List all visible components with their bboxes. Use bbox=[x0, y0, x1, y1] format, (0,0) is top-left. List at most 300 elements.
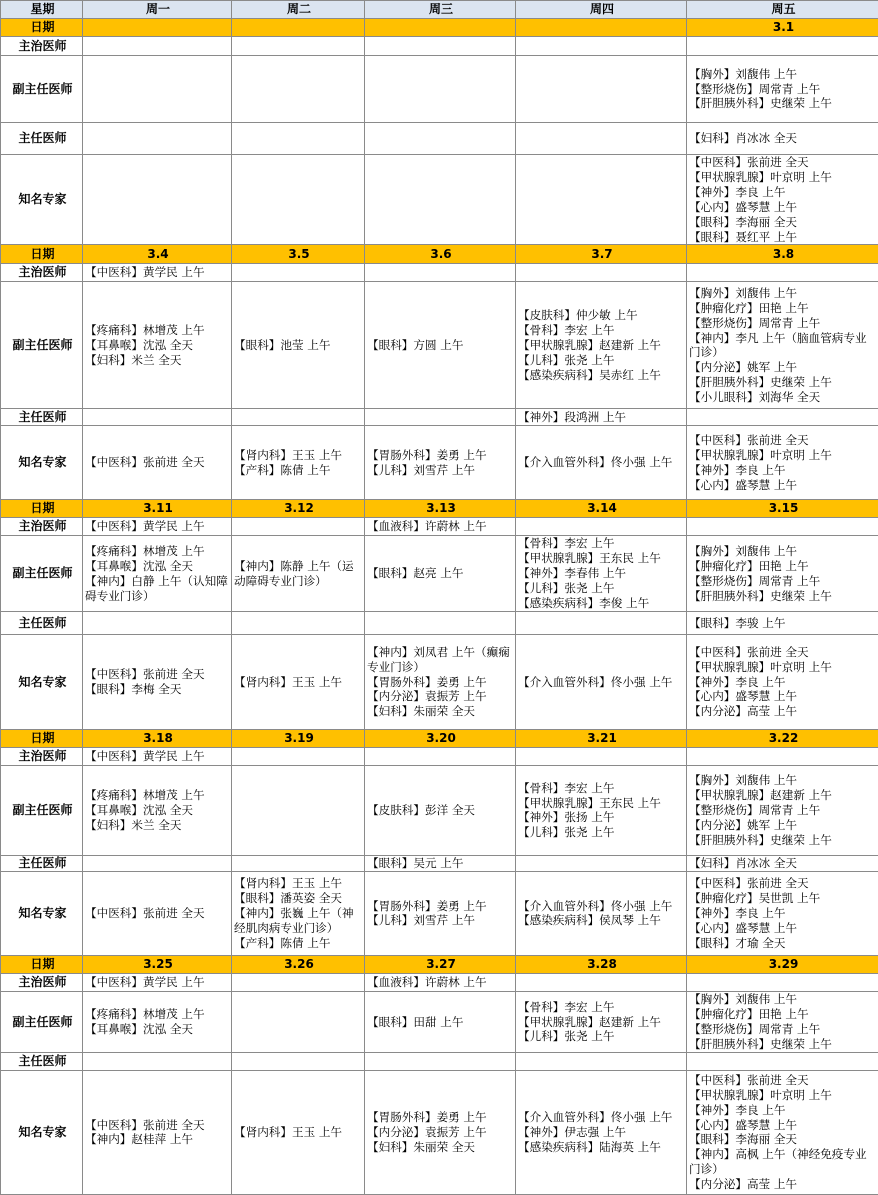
doctor-entry: 【神外】李良 上午 bbox=[689, 906, 878, 921]
date-cell-fri: 3.15 bbox=[687, 500, 878, 518]
schedule-cell bbox=[232, 536, 365, 612]
date-cell-fri: 3.22 bbox=[687, 729, 878, 747]
schedule-cell bbox=[83, 282, 232, 409]
doctor-entry: 【儿科】张尧 上午 bbox=[518, 353, 686, 368]
date-cell-wed bbox=[365, 19, 516, 37]
doctor-entry: 【中医科】张前进 全天 bbox=[85, 1118, 231, 1133]
schedule-cell bbox=[83, 765, 232, 855]
doctor-entry: 【疼痛科】林增茂 上午 bbox=[85, 1007, 231, 1022]
doctor-entry: 【神内】白静 上午（认知障碍专业门诊） bbox=[85, 574, 231, 604]
doctor-entry: 【胸外】刘馥伟 上午 bbox=[689, 286, 878, 301]
schedule-body bbox=[1, 19, 878, 1195]
schedule-cell bbox=[365, 747, 516, 765]
header-thursday: 周四 bbox=[516, 1, 687, 19]
doctor-entry: 【神外】李良 上午 bbox=[689, 675, 878, 690]
schedule-cell bbox=[365, 536, 516, 612]
schedule-cell bbox=[687, 518, 878, 536]
schedule-cell bbox=[687, 1070, 878, 1194]
date-row bbox=[1, 245, 878, 264]
doctor-entry: 【耳鼻喉】沈泓 全天 bbox=[85, 803, 231, 818]
doctor-entry: 【胃肠外科】姜勇 上午 bbox=[367, 899, 515, 914]
doctor-entry: 【内分泌】高莹 上午 bbox=[689, 704, 878, 719]
date-cell-mon: 3.18 bbox=[83, 729, 232, 747]
schedule-cell bbox=[232, 56, 365, 123]
doctor-entry: 【神内】张巍 上午（神经肌肉病专业门诊） bbox=[234, 906, 364, 936]
schedule-cell bbox=[687, 56, 878, 123]
doctor-entry: 【心内】盛琴慧 上午 bbox=[689, 478, 878, 493]
doctor-entry: 【中医科】张前进 全天 bbox=[689, 155, 878, 170]
doctor-entry: 【神外】李春伟 上午 bbox=[518, 566, 686, 581]
schedule-cell bbox=[232, 634, 365, 729]
date-row bbox=[1, 500, 878, 518]
schedule-cell bbox=[365, 765, 516, 855]
schedule-cell bbox=[516, 56, 687, 123]
row-expert bbox=[1, 1070, 878, 1194]
schedule-cell bbox=[83, 1070, 232, 1194]
doctor-entry: 【甲状腺乳腺】王东民 上午 bbox=[518, 796, 686, 811]
doctor-entry: 【心内】盛琴慧 上午 bbox=[689, 921, 878, 936]
date-row bbox=[1, 955, 878, 973]
doctor-entry: 【肾内科】王玉 上午 bbox=[234, 876, 364, 891]
schedule-cell bbox=[687, 426, 878, 500]
schedule-cell bbox=[365, 634, 516, 729]
doctor-entry: 【肿瘤化疗】田艳 上午 bbox=[689, 1007, 878, 1022]
doctor-entry: 【疼痛科】林增茂 上午 bbox=[85, 544, 231, 559]
date-cell-thu: 3.21 bbox=[516, 729, 687, 747]
schedule-cell bbox=[516, 871, 687, 955]
header-friday: 周五 bbox=[687, 1, 878, 19]
date-row bbox=[1, 19, 878, 37]
doctor-entry: 【妇科】米兰 全天 bbox=[85, 353, 231, 368]
schedule-cell bbox=[232, 37, 365, 56]
schedule-cell bbox=[232, 765, 365, 855]
row-assoc-chief bbox=[1, 991, 878, 1052]
schedule-cell bbox=[687, 123, 878, 155]
doctor-entry: 【神外】李良 上午 bbox=[689, 463, 878, 478]
doctor-entry: 【眼科】池莹 上午 bbox=[234, 338, 364, 353]
schedule-cell bbox=[516, 426, 687, 500]
header-row bbox=[1, 1, 878, 19]
row-assoc-chief bbox=[1, 56, 878, 123]
doctor-entry: 【中医科】张前进 全天 bbox=[689, 433, 878, 448]
schedule-cell bbox=[365, 973, 516, 991]
row-expert bbox=[1, 426, 878, 500]
doctor-entry: 【介入血管外科】佟小强 上午 bbox=[518, 455, 686, 470]
doctor-entry: 【中医科】黄学民 上午 bbox=[85, 265, 231, 280]
doctor-entry: 【甲状腺乳腺】叶京明 上午 bbox=[689, 1088, 878, 1103]
schedule-cell bbox=[687, 282, 878, 409]
schedule-cell bbox=[516, 536, 687, 612]
schedule-cell bbox=[516, 973, 687, 991]
schedule-cell bbox=[516, 123, 687, 155]
row-label-date: 日期 bbox=[1, 19, 83, 37]
date-cell-mon: 3.11 bbox=[83, 500, 232, 518]
schedule-cell bbox=[516, 518, 687, 536]
schedule-cell bbox=[365, 264, 516, 282]
date-cell-wed: 3.6 bbox=[365, 245, 516, 264]
schedule-cell bbox=[516, 264, 687, 282]
doctor-entry: 【肝胆胰外科】史继荣 上午 bbox=[689, 589, 878, 604]
schedule-cell bbox=[232, 991, 365, 1052]
doctor-entry: 【中医科】张前进 全天 bbox=[689, 645, 878, 660]
date-cell-wed: 3.27 bbox=[365, 955, 516, 973]
row-attending bbox=[1, 973, 878, 991]
schedule-cell bbox=[687, 1052, 878, 1070]
doctor-entry: 【肾内科】王玉 上午 bbox=[234, 448, 364, 463]
row-label-date: 日期 bbox=[1, 729, 83, 747]
doctor-entry: 【内分泌】姚军 上午 bbox=[689, 818, 878, 833]
schedule-cell bbox=[83, 611, 232, 634]
schedule-cell bbox=[687, 155, 878, 245]
doctor-entry: 【肿瘤化疗】田艳 上午 bbox=[689, 559, 878, 574]
doctor-entry: 【肾内科】王玉 上午 bbox=[234, 1125, 364, 1140]
schedule-cell bbox=[83, 409, 232, 426]
row-label-assoc-chief: 副主任医师 bbox=[1, 56, 83, 123]
doctor-entry: 【小儿眼科】刘海华 全天 bbox=[689, 390, 878, 405]
doctor-entry: 【肿瘤化疗】吴世凯 上午 bbox=[689, 891, 878, 906]
doctor-entry: 【神外】段鸿洲 上午 bbox=[518, 410, 686, 425]
doctor-entry: 【肝胆胰外科】史继荣 上午 bbox=[689, 96, 878, 111]
doctor-entry: 【介入血管外科】佟小强 上午 bbox=[518, 1110, 686, 1125]
schedule-cell bbox=[516, 634, 687, 729]
doctor-entry: 【眼科】李梅 全天 bbox=[85, 682, 231, 697]
doctor-entry: 【儿科】张尧 上午 bbox=[518, 581, 686, 596]
doctor-entry: 【神内】高枫 上午（神经免疫专业门诊） bbox=[689, 1147, 878, 1177]
date-cell-wed: 3.20 bbox=[365, 729, 516, 747]
doctor-entry: 【妇科】朱丽荣 全天 bbox=[367, 704, 515, 719]
schedule-cell bbox=[83, 56, 232, 123]
doctor-entry: 【甲状腺乳腺】王东民 上午 bbox=[518, 551, 686, 566]
schedule-cell bbox=[687, 37, 878, 56]
header-weekday: 星期 bbox=[1, 1, 83, 19]
date-cell-thu bbox=[516, 19, 687, 37]
doctor-entry: 【胸外】刘馥伟 上午 bbox=[689, 773, 878, 788]
schedule-cell bbox=[687, 973, 878, 991]
row-chief bbox=[1, 1052, 878, 1070]
doctor-entry: 【中医科】黄学民 上午 bbox=[85, 749, 231, 764]
doctor-entry: 【眼科】李海丽 全天 bbox=[689, 215, 878, 230]
doctor-entry: 【胃肠外科】姜勇 上午 bbox=[367, 1110, 515, 1125]
row-chief bbox=[1, 855, 878, 871]
date-row bbox=[1, 729, 878, 747]
doctor-entry: 【甲状腺乳腺】赵建新 上午 bbox=[518, 1015, 686, 1030]
doctor-entry: 【骨科】李宏 上午 bbox=[518, 781, 686, 796]
doctor-entry: 【骨科】李宏 上午 bbox=[518, 1000, 686, 1015]
schedule-cell bbox=[365, 991, 516, 1052]
date-cell-tue: 3.26 bbox=[232, 955, 365, 973]
row-label-date: 日期 bbox=[1, 500, 83, 518]
schedule-cell bbox=[232, 426, 365, 500]
doctor-entry: 【甲状腺乳腺】赵建新 上午 bbox=[518, 338, 686, 353]
schedule-cell bbox=[516, 1052, 687, 1070]
doctor-entry: 【心内】盛琴慧 上午 bbox=[689, 1118, 878, 1133]
schedule-cell bbox=[232, 155, 365, 245]
schedule-cell bbox=[516, 747, 687, 765]
doctor-entry: 【神外】李良 上午 bbox=[689, 185, 878, 200]
schedule-cell bbox=[232, 611, 365, 634]
row-label-attending: 主治医师 bbox=[1, 747, 83, 765]
doctor-entry: 【妇科】肖冰冰 全天 bbox=[689, 131, 878, 146]
schedule-cell bbox=[232, 123, 365, 155]
schedule-cell bbox=[365, 855, 516, 871]
doctor-entry: 【眼科】李海丽 全天 bbox=[689, 1132, 878, 1147]
doctor-entry: 【肾内科】王玉 上午 bbox=[234, 675, 364, 690]
schedule-cell bbox=[687, 991, 878, 1052]
schedule-cell bbox=[83, 747, 232, 765]
row-label-attending: 主治医师 bbox=[1, 518, 83, 536]
doctor-entry: 【疼痛科】林增茂 上午 bbox=[85, 788, 231, 803]
schedule-cell bbox=[365, 871, 516, 955]
doctor-entry: 【心内】盛琴慧 上午 bbox=[689, 200, 878, 215]
doctor-entry: 【眼科】潘英姿 全天 bbox=[234, 891, 364, 906]
date-cell-fri: 3.1 bbox=[687, 19, 878, 37]
row-attending bbox=[1, 747, 878, 765]
row-label-attending: 主治医师 bbox=[1, 37, 83, 56]
doctor-entry: 【眼科】吴元 上午 bbox=[367, 856, 515, 871]
schedule-cell bbox=[365, 123, 516, 155]
doctor-entry: 【产科】陈倩 上午 bbox=[234, 463, 364, 478]
doctor-entry: 【肿瘤化疗】田艳 上午 bbox=[689, 301, 878, 316]
date-cell-fri: 3.8 bbox=[687, 245, 878, 264]
header-tuesday: 周二 bbox=[232, 1, 365, 19]
schedule-cell bbox=[365, 1052, 516, 1070]
schedule-cell bbox=[365, 56, 516, 123]
doctor-entry: 【整形烧伤】周常青 上午 bbox=[689, 1022, 878, 1037]
schedule-cell bbox=[516, 282, 687, 409]
schedule-cell bbox=[687, 871, 878, 955]
date-cell-thu: 3.7 bbox=[516, 245, 687, 264]
row-label-expert: 知名专家 bbox=[1, 426, 83, 500]
row-attending bbox=[1, 264, 878, 282]
doctor-entry: 【妇科】朱丽荣 全天 bbox=[367, 1140, 515, 1155]
schedule-cell bbox=[365, 409, 516, 426]
schedule-cell bbox=[365, 611, 516, 634]
row-chief bbox=[1, 409, 878, 426]
doctor-entry: 【神外】伊志强 上午 bbox=[518, 1125, 686, 1140]
doctor-entry: 【眼科】才瑜 全天 bbox=[689, 936, 878, 951]
doctor-entry: 【感染疾病科】吴赤红 上午 bbox=[518, 368, 686, 383]
row-chief bbox=[1, 123, 878, 155]
header-monday: 周一 bbox=[83, 1, 232, 19]
doctor-entry: 【儿科】刘雪芹 上午 bbox=[367, 463, 515, 478]
schedule-cell bbox=[83, 855, 232, 871]
schedule-cell bbox=[687, 855, 878, 871]
doctor-entry: 【胸外】刘馥伟 上午 bbox=[689, 544, 878, 559]
doctor-entry: 【眼科】聂红平 上午 bbox=[689, 230, 878, 245]
schedule-cell bbox=[687, 409, 878, 426]
doctor-entry: 【整形烧伤】周常青 上午 bbox=[689, 82, 878, 97]
doctor-entry: 【胸外】刘馥伟 上午 bbox=[689, 992, 878, 1007]
doctor-entry: 【介入血管外科】佟小强 上午 bbox=[518, 899, 686, 914]
schedule-cell bbox=[83, 536, 232, 612]
row-label-date: 日期 bbox=[1, 245, 83, 264]
schedule-cell bbox=[687, 264, 878, 282]
schedule-cell bbox=[232, 855, 365, 871]
schedule-cell bbox=[232, 264, 365, 282]
doctor-entry: 【整形烧伤】周常青 上午 bbox=[689, 316, 878, 331]
row-label-chief: 主任医师 bbox=[1, 855, 83, 871]
schedule-cell bbox=[83, 264, 232, 282]
doctor-entry: 【耳鼻喉】沈泓 全天 bbox=[85, 338, 231, 353]
schedule-cell bbox=[83, 155, 232, 245]
doctor-entry: 【整形烧伤】周常青 上午 bbox=[689, 803, 878, 818]
doctor-entry: 【神外】李良 上午 bbox=[689, 1103, 878, 1118]
doctor-entry: 【中医科】张前进 全天 bbox=[85, 667, 231, 682]
row-label-expert: 知名专家 bbox=[1, 871, 83, 955]
schedule-cell bbox=[516, 991, 687, 1052]
doctor-entry: 【甲状腺乳腺】赵建新 上午 bbox=[689, 788, 878, 803]
schedule-cell bbox=[232, 282, 365, 409]
date-cell-mon: 3.25 bbox=[83, 955, 232, 973]
row-expert bbox=[1, 871, 878, 955]
doctor-entry: 【内分泌】袁振芳 上午 bbox=[367, 1125, 515, 1140]
doctor-entry: 【神内】李凡 上午（脑血管病专业门诊） bbox=[689, 331, 878, 361]
schedule-cell bbox=[516, 409, 687, 426]
doctor-entry: 【眼科】田甜 上午 bbox=[367, 1015, 515, 1030]
row-label-attending: 主治医师 bbox=[1, 264, 83, 282]
row-attending bbox=[1, 37, 878, 56]
doctor-entry: 【神外】张扬 上午 bbox=[518, 810, 686, 825]
schedule-cell bbox=[687, 536, 878, 612]
schedule-cell bbox=[83, 37, 232, 56]
doctor-entry: 【中医科】张前进 全天 bbox=[85, 906, 231, 921]
doctor-entry: 【儿科】刘雪芹 上午 bbox=[367, 913, 515, 928]
doctor-entry: 【血液科】许蔚林 上午 bbox=[367, 519, 515, 534]
doctor-entry: 【骨科】李宏 上午 bbox=[518, 536, 686, 551]
doctor-entry: 【甲状腺乳腺】叶京明 上午 bbox=[689, 660, 878, 675]
schedule-cell bbox=[516, 37, 687, 56]
doctor-entry: 【皮肤科】彭洋 全天 bbox=[367, 803, 515, 818]
row-expert bbox=[1, 155, 878, 245]
row-assoc-chief bbox=[1, 536, 878, 612]
doctor-entry: 【肝胆胰外科】史继荣 上午 bbox=[689, 833, 878, 848]
schedule-cell bbox=[516, 1070, 687, 1194]
doctor-entry: 【胃肠外科】姜勇 上午 bbox=[367, 448, 515, 463]
doctor-entry: 【中医科】黄学民 上午 bbox=[85, 975, 231, 990]
doctor-entry: 【血液科】许蔚林 上午 bbox=[367, 975, 515, 990]
schedule-cell bbox=[83, 871, 232, 955]
schedule-cell bbox=[365, 426, 516, 500]
schedule-cell bbox=[516, 765, 687, 855]
schedule-cell bbox=[232, 1052, 365, 1070]
row-label-chief: 主任医师 bbox=[1, 1052, 83, 1070]
schedule-cell bbox=[365, 282, 516, 409]
doctor-entry: 【胸外】刘馥伟 上午 bbox=[689, 67, 878, 82]
doctor-entry: 【眼科】方圆 上午 bbox=[367, 338, 515, 353]
schedule-cell bbox=[516, 155, 687, 245]
doctor-entry: 【胃肠外科】姜勇 上午 bbox=[367, 675, 515, 690]
doctor-entry: 【神内】刘凤君 上午（癫痫专业门诊） bbox=[367, 645, 515, 675]
doctor-entry: 【产科】陈倩 上午 bbox=[234, 936, 364, 951]
row-label-assoc-chief: 副主任医师 bbox=[1, 282, 83, 409]
schedule-cell bbox=[516, 855, 687, 871]
row-attending bbox=[1, 518, 878, 536]
row-label-attending: 主治医师 bbox=[1, 973, 83, 991]
schedule-cell bbox=[83, 518, 232, 536]
date-cell-mon bbox=[83, 19, 232, 37]
doctor-entry: 【感染疾病科】李俊 上午 bbox=[518, 596, 686, 611]
date-cell-tue bbox=[232, 19, 365, 37]
row-label-assoc-chief: 副主任医师 bbox=[1, 991, 83, 1052]
doctor-entry: 【中医科】张前进 全天 bbox=[689, 1073, 878, 1088]
row-assoc-chief bbox=[1, 282, 878, 409]
doctor-entry: 【内分泌】姚军 上午 bbox=[689, 360, 878, 375]
schedule-cell bbox=[687, 747, 878, 765]
date-cell-fri: 3.29 bbox=[687, 955, 878, 973]
schedule-cell bbox=[83, 991, 232, 1052]
schedule-cell bbox=[687, 634, 878, 729]
schedule-cell bbox=[83, 1052, 232, 1070]
schedule-cell bbox=[83, 426, 232, 500]
date-cell-tue: 3.12 bbox=[232, 500, 365, 518]
row-label-chief: 主任医师 bbox=[1, 611, 83, 634]
row-label-expert: 知名专家 bbox=[1, 1070, 83, 1194]
schedule-cell bbox=[232, 409, 365, 426]
row-expert bbox=[1, 634, 878, 729]
doctor-entry: 【妇科】肖冰冰 全天 bbox=[689, 856, 878, 871]
doctor-entry: 【儿科】张尧 上午 bbox=[518, 825, 686, 840]
doctor-entry: 【妇科】米兰 全天 bbox=[85, 818, 231, 833]
row-label-assoc-chief: 副主任医师 bbox=[1, 536, 83, 612]
doctor-entry: 【甲状腺乳腺】叶京明 上午 bbox=[689, 448, 878, 463]
schedule-cell bbox=[365, 518, 516, 536]
doctor-entry: 【中医科】张前进 全天 bbox=[85, 455, 231, 470]
row-chief bbox=[1, 611, 878, 634]
doctor-entry: 【神内】赵桂萍 上午 bbox=[85, 1132, 231, 1147]
doctor-entry: 【神内】陈静 上午（运动障碍专业门诊） bbox=[234, 559, 364, 589]
doctor-entry: 【感染疾病科】陆海英 上午 bbox=[518, 1140, 686, 1155]
row-label-expert: 知名专家 bbox=[1, 634, 83, 729]
doctor-entry: 【中医科】张前进 全天 bbox=[689, 876, 878, 891]
doctor-entry: 【甲状腺乳腺】叶京明 上午 bbox=[689, 170, 878, 185]
schedule-cell bbox=[365, 1070, 516, 1194]
doctor-entry: 【骨科】李宏 上午 bbox=[518, 323, 686, 338]
doctor-entry: 【肝胆胰外科】史继荣 上午 bbox=[689, 375, 878, 390]
schedule-cell bbox=[516, 611, 687, 634]
doctor-entry: 【中医科】黄学民 上午 bbox=[85, 519, 231, 534]
doctor-entry: 【肝胆胰外科】史继荣 上午 bbox=[689, 1037, 878, 1052]
schedule-cell bbox=[687, 611, 878, 634]
schedule-cell bbox=[232, 871, 365, 955]
date-cell-tue: 3.5 bbox=[232, 245, 365, 264]
schedule-cell bbox=[232, 518, 365, 536]
schedule-cell bbox=[83, 634, 232, 729]
schedule-cell bbox=[365, 155, 516, 245]
row-label-chief: 主任医师 bbox=[1, 123, 83, 155]
doctor-entry: 【眼科】李骏 上午 bbox=[689, 616, 878, 631]
doctor-entry: 【耳鼻喉】沈泓 全天 bbox=[85, 559, 231, 574]
schedule-cell bbox=[83, 973, 232, 991]
doctor-entry: 【内分泌】袁振芳 上午 bbox=[367, 689, 515, 704]
doctor-entry: 【儿科】张尧 上午 bbox=[518, 1029, 686, 1044]
row-assoc-chief bbox=[1, 765, 878, 855]
header-wednesday: 周三 bbox=[365, 1, 516, 19]
row-label-assoc-chief: 副主任医师 bbox=[1, 765, 83, 855]
date-cell-wed: 3.13 bbox=[365, 500, 516, 518]
doctor-entry: 【心内】盛琴慧 上午 bbox=[689, 689, 878, 704]
date-cell-thu: 3.14 bbox=[516, 500, 687, 518]
row-label-date: 日期 bbox=[1, 955, 83, 973]
doctor-entry: 【感染疾病科】侯凤琴 上午 bbox=[518, 913, 686, 928]
doctor-entry: 【疼痛科】林增茂 上午 bbox=[85, 323, 231, 338]
row-label-expert: 知名专家 bbox=[1, 155, 83, 245]
date-cell-thu: 3.28 bbox=[516, 955, 687, 973]
schedule-cell bbox=[687, 765, 878, 855]
doctor-entry: 【皮肤科】仲少敏 上午 bbox=[518, 308, 686, 323]
schedule-cell bbox=[232, 973, 365, 991]
schedule-cell bbox=[232, 1070, 365, 1194]
doctor-entry: 【内分泌】高莹 上午 bbox=[689, 1177, 878, 1192]
